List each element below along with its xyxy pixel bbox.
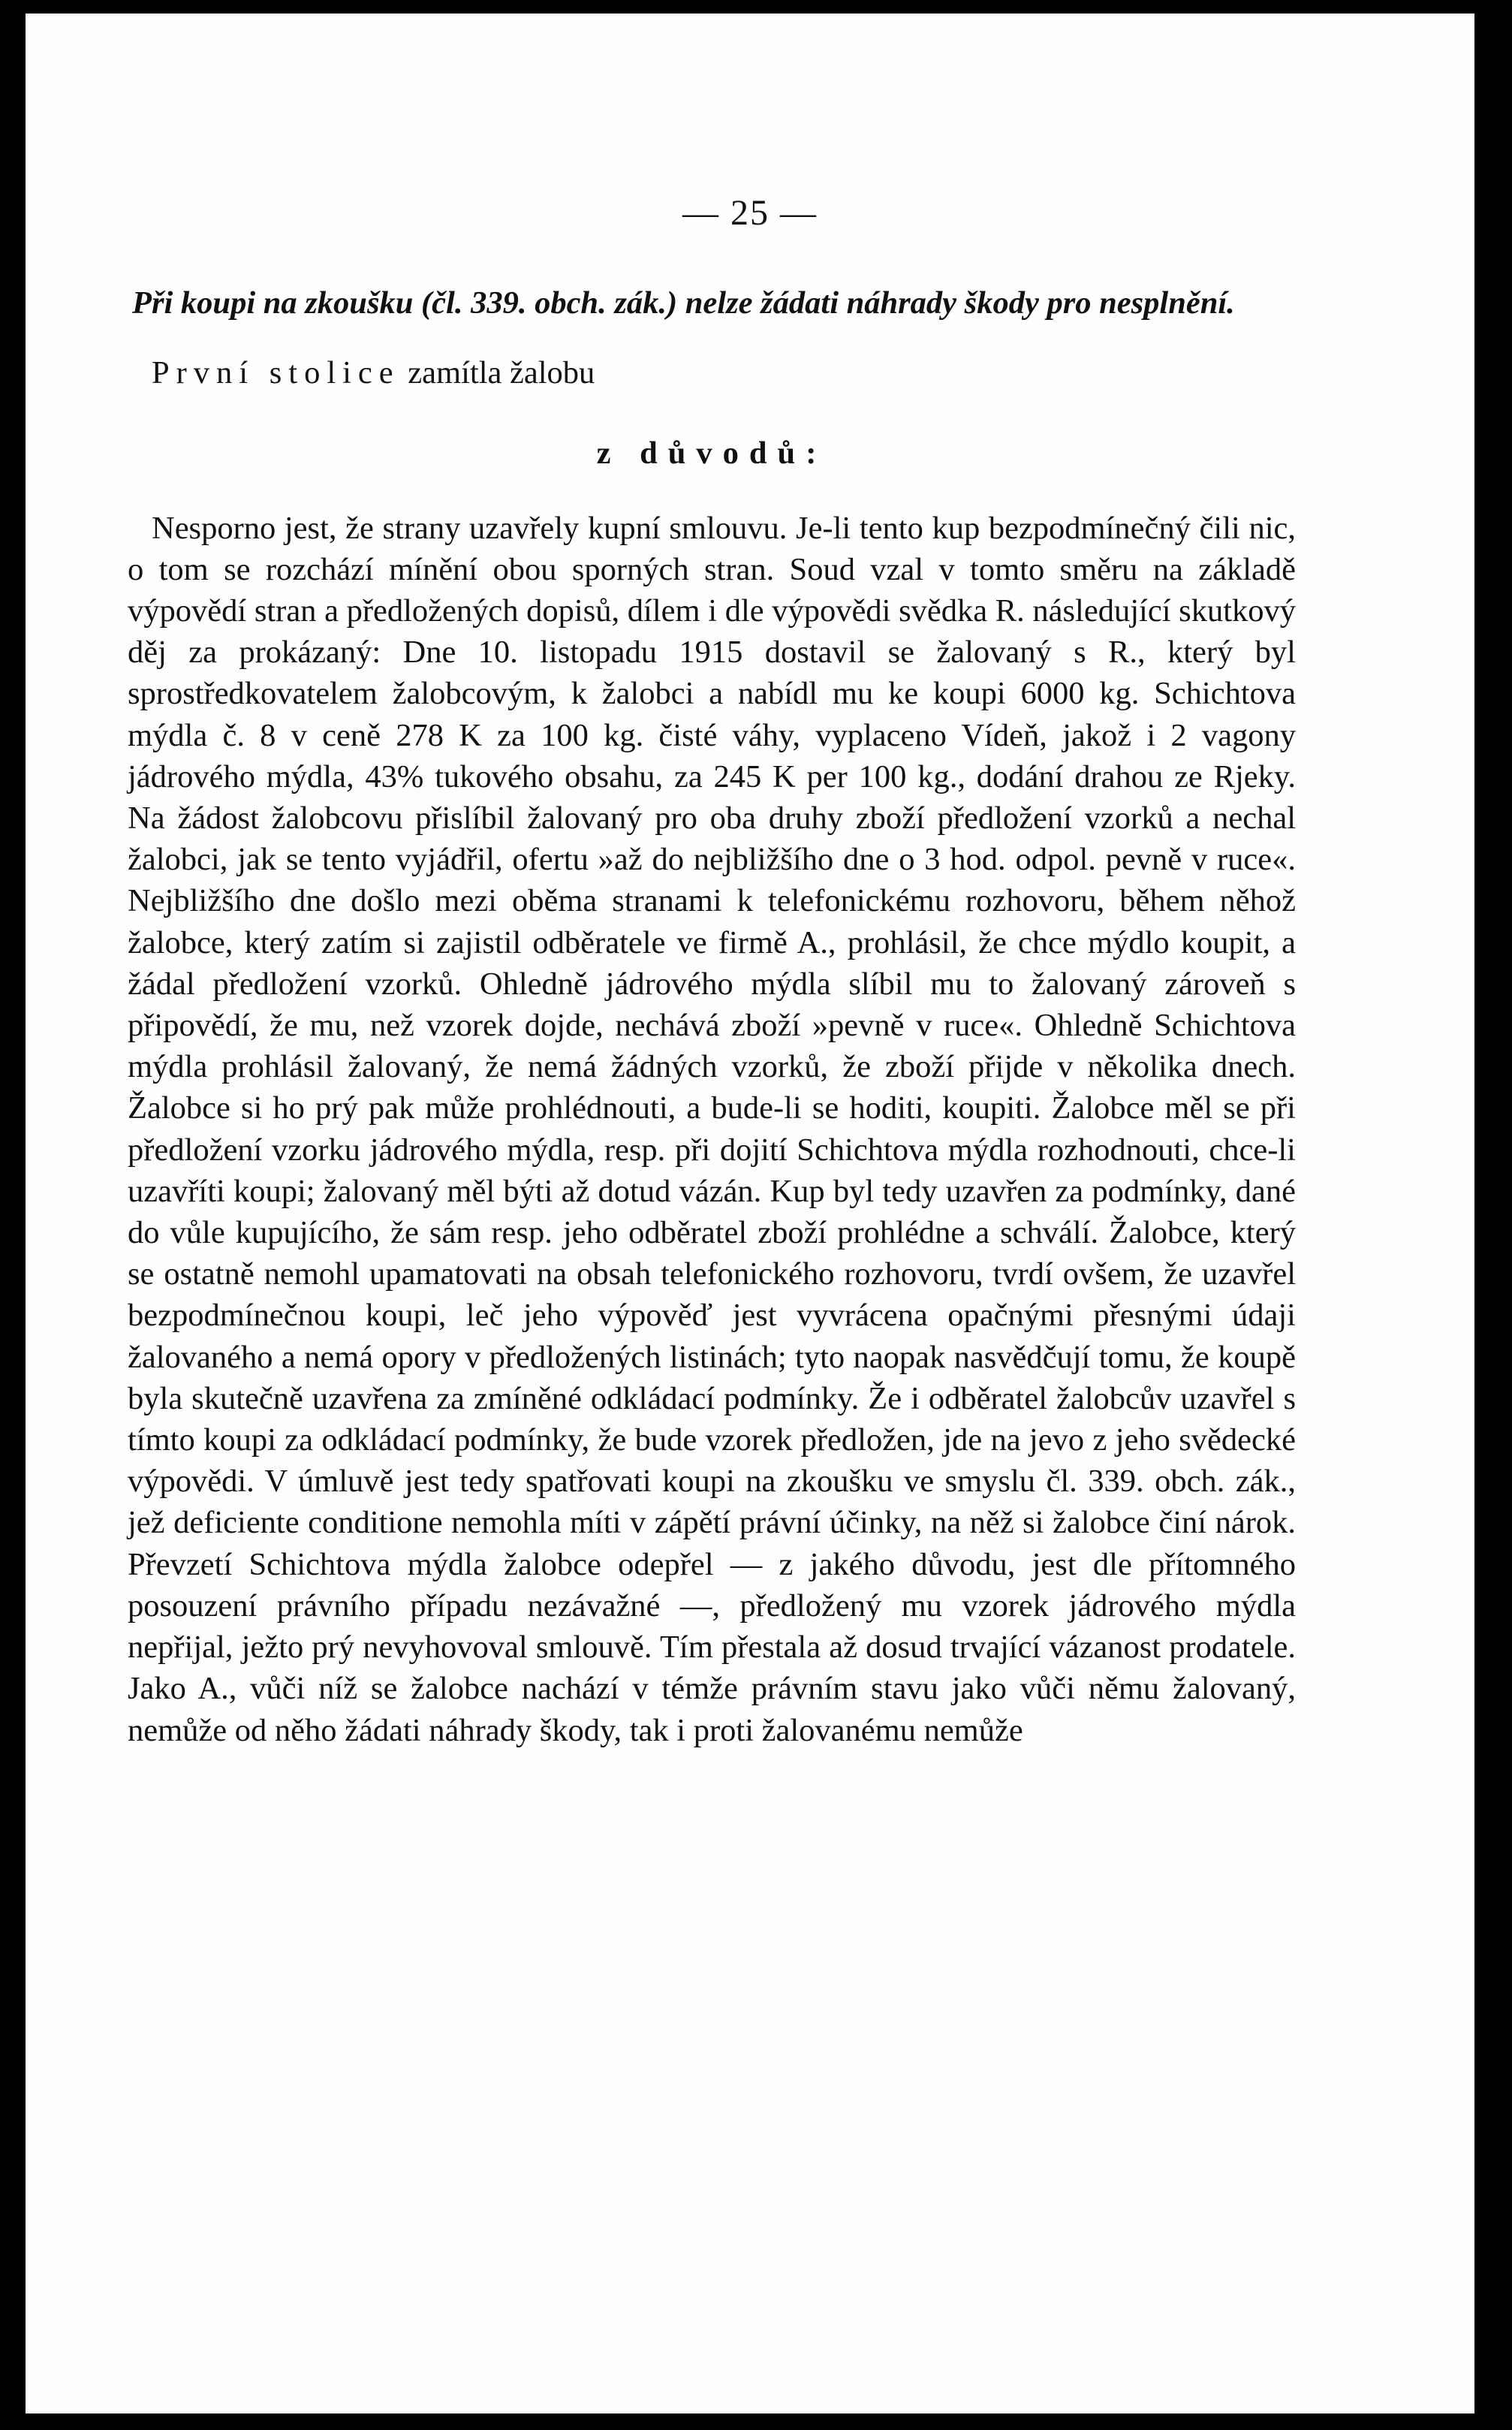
first-instance-line	[128, 352, 1296, 393]
page-number: — 25 —	[682, 193, 818, 233]
first-instance-verdict: zamítla žalobu	[399, 355, 595, 391]
first-instance-label: První stolice	[152, 355, 400, 391]
reasons-heading: z důvodů:	[596, 436, 827, 472]
book-page	[26, 14, 1474, 2413]
headnote: Při koupi na zkoušku (čl. 339. obch. zák.) nelze žádati náhrady škody pro nesplnění.	[132, 285, 1235, 321]
page-text-block	[128, 282, 1296, 1751]
body-paragraph: Nesporno jest, že strany uzavřely kupní smlouvu. Je-li tento kup bezpodmínečný čili nic, o tom se rozchází mínění obou sporných stran. Soud vzal v tomto směru na základě výpovědí stran a předložených dopisů, dílem i dle výpovědi svědka R. následující skutkový děj za prokázaný: Dne 10. listopadu 1915 dostavil se žalovaný s R., který byl sprostředkovatelem žalobcovým, k žalobci a nabídl mu ke koupi 6000 kg. Schichtova mýdla č. 8 v ceně 278 K za 100 kg. čisté váhy, vyplaceno Vídeň, jakož i 2 vagony jádrového mýdla, 43% tukového obsahu, za 245 K per 100 kg., dodání drahou ze Rjeky. Na žádost žalobcovu přislíbil žalovaný pro oba druhy zboží předložení vzorků a nechal žalobci, jak se tento vyjádřil, ofertu »až do nejbližšího dne o 3 hod. odpol. pevně v ruce«. Nejbližšího dne došlo mezi oběma stranami k telefonickému rozhovoru, během něhož žalobce, který zatím si zajistil odběratele ve firmě A., prohlásil, že chce mýdlo koupit, a žádal předložení vzorků. Ohledně jádrového mýdla slíbil mu to žalovaný zároveň s připovědí, že mu, než vzorek dojde, nechává zboží »pevně v ruce«. Ohledně Schichtova mýdla prohlásil žalovaný, že nemá žádných vzorků, že zboží přijde v několika dnech. Žalobce si ho prý pak může prohlédnouti, a bude-li se hoditi, koupiti. Žalobce měl se při předložení vzorku jádrového mýdla, resp. při dojití Schichtova mýdla rozhodnouti, chce-li uzavříti koupi; žalovaný měl býti až dotud vázán. Kup byl tedy uzavřen za podmínky, dané do vůle kupujícího, že sám resp. jeho odběratel zboží prohlédne a schválí. Žalobce, který se ostatně nemohl upamatovati na obsah telefonického rozhovoru, tvrdí ovšem, že uzavřel bezpodmínečnou koupi, leč jeho výpověď jest vyvrácena opačnými přesnými údaji žalovaného a nemá opory v předložených listinách; tyto naopak nasvědčují tomu, že koupě byla skutečně uzavřena za zmíněné odkládací podmínky. Že i odběratel žalobcův uzavřel s tímto koupi za odkládací podmínky, že bude vzorek předložen, jde na jevo z jeho svědecké výpovědi. V úmluvě jest tedy spatřovati koupi na zkoušku ve smyslu čl. 339. obch. zák., jež deficiente conditione nemohla míti v zápětí právní účinky, na něž si žalobce činí nárok. Převzetí Schichtova mýdla žalobce odepřel — z jakého důvodu, jest dle přítomného posouzení právního případu nezávažné —, předložený mu vzorek jádrového mýdla nepřijal, ježto prý nevyhovoval smlouvě. Tím přestala až dosud trvající vázanost prodatele. Jako A., vůči níž se žalobce nachází v témže právním stavu jako vůči němu žalovaný, nemůže od něho žádati náhrady škody, tak i proti žalovanému nemůže	[128, 510, 1296, 1748]
